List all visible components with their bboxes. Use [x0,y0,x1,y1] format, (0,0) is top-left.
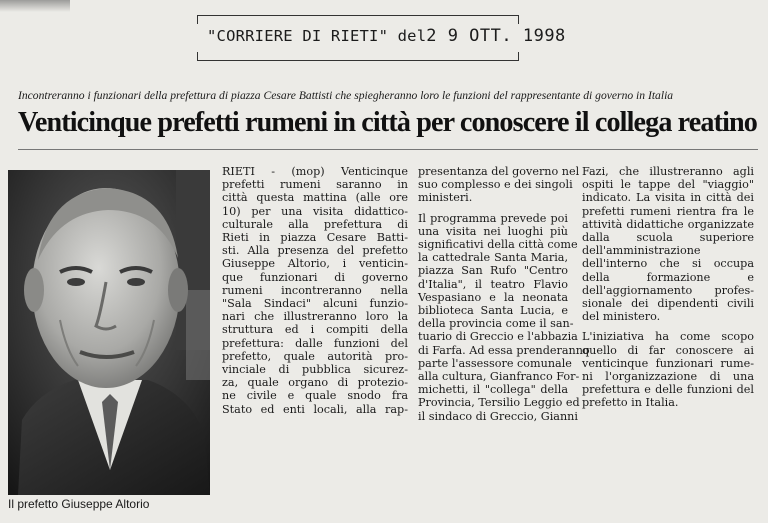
article-text-line: una visita nei luoghi più [418,224,568,238]
source-stamp [197,15,566,61]
article-text-line: prefettura e delle funzioni del [582,383,754,397]
photo-caption: Il prefetto Giuseppe Altorio [8,497,150,511]
article-text-line: L'iniziativa ha come scopo [582,330,754,344]
article-text-line: Provincia, Tersilio Leggio ed [418,396,580,410]
article-text-line: biblioteca Santa Lucia, e [418,304,568,318]
article-text-line: alla cultura, Gianfranco For- [418,370,580,384]
article-text-line: quello di far conoscere ai [582,343,754,357]
article-text-line: za, quale organo di protezio- [222,376,408,390]
article-text-line: Il programma prevede poi [418,211,568,225]
article-text-line: rumeni incontreranno nella [222,283,408,297]
article-text-line: presentanza del governo nel [418,165,580,178]
article-text-line: Stato ed enti locali, alla rap- [222,402,408,416]
article-headline: Venticinque prefetti rumeni in città per conoscere il collega reatino [18,106,758,138]
article-text-line: culturale alla prefettura di [222,217,408,231]
article-text-line: Fazi, che illustreranno agli [582,165,754,178]
article-text-line: venticinque funzionari rume- [582,356,754,370]
stamp-text [207,26,566,46]
headline-rule [18,149,758,150]
paragraph-gap [582,323,754,330]
portrait-image [8,170,210,495]
article-text-line: ni l'organizzazione di una [582,370,754,384]
article-text-line: parte l'assessore comunale [418,356,572,370]
paragraph-gap [418,205,568,212]
article-text-line: Rieti in piazza Cesare Batti- [222,231,408,245]
article-text-line: vinciale di pubblica sicurez- [222,363,408,377]
article-kicker: Incontreranno i funzionari della prefettura di piazza Cesare Battisti che spiegheranno loro le funzioni del rappresentante di governo in Italia [18,89,674,102]
article-text-line: michetti, il "collega" della [418,383,568,397]
article-text-line: que funzionari di governo [222,270,408,284]
prefect-photo [8,170,210,495]
article-text-line: città questa mattina (alle ore [222,191,408,205]
stamp-date: 2 9 OTT. 1998 [426,26,566,46]
article-text-line: RIETI - (mop) Venticinque [222,165,408,178]
article-text-line: Giuseppe Altorio, i venticin- [222,257,408,271]
article-text-line: indicato. La visita in città dei [582,191,754,205]
article-text-line: prefetti rumeni saranno in [222,178,408,192]
article-text-line: attività didattiche organizzate [582,217,754,231]
article-text-line: della formazione e [582,270,754,284]
article-text-line: del ministero. [582,310,661,324]
article-text-line: della provincia come il san- [418,317,574,331]
article-column-1 [222,165,408,416]
article-text-line: d'Italia", il teatro Flavio [418,277,568,291]
article-text-line: suo complesso e dei singoli [418,178,573,192]
stamp-source: "CORRIERE DI RIETI" del [207,27,427,45]
article-text-line: dell'interno che si occupa [582,257,754,271]
article-text-line: Vespasiano e la neonata [418,290,568,304]
paper-shadow [0,0,70,12]
article-text-line: la cattedrale Santa Maria, [418,251,568,265]
article-text-line: piazza San Rufo "Centro [418,264,568,278]
article-text-line: significativi della città come [418,238,578,252]
article-text-line: ne civile e quale snodo fra [222,389,408,403]
article-text-line: il sindaco di Greccio, Gianni [418,409,578,423]
article-text-line: nari che illustreranno loro la [222,310,408,324]
article-text-line: tuario di Greccio e l'abbazia [418,330,578,344]
article-text-line: 10) per una visita didattico- [222,204,408,218]
article-text-line: prefetto in Italia. [582,396,679,410]
article-text-line: dalla scuola superiore [582,231,754,245]
article-text-line: dell'amministrazione [582,244,701,258]
article-text-line: prefetti rumeni rientra fra le [582,204,754,218]
article-text-line: sionale dei dipendenti civili [582,297,754,311]
article-text-line: dell'aggiornamento profes- [582,283,754,297]
article-text-line: struttura ed i compiti della [222,323,408,337]
article-text-line: prefetto, quale autorità pro- [222,349,408,363]
article-text-line: "Sala Sindaci" alcuni funzio- [222,297,408,311]
article-column-3 [582,165,754,410]
article-text-line: sti. Alla presenza del prefetto [222,244,408,258]
article-text-line: di Farfa. Ad essa prenderanno [418,343,590,357]
article-column-2 [418,165,590,423]
article-text-line: ospiti le tappe del "viaggio" [582,178,754,192]
article-text-line: prefettura: dalle funzioni del [222,336,408,350]
article-text-line: ministeri. [418,191,473,205]
